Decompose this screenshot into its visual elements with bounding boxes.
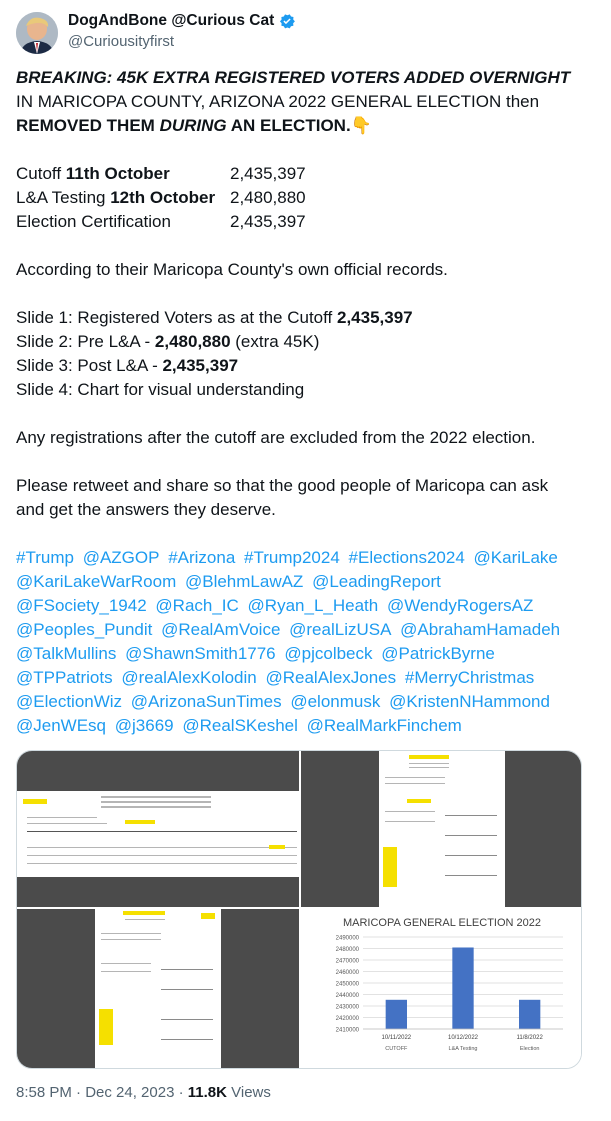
media-grid[interactable] bbox=[16, 750, 582, 1069]
y-tick-label: 2420000 bbox=[335, 1016, 359, 1022]
hashtag-link[interactable]: #MerryChristmas bbox=[404, 668, 535, 687]
hashtag-link[interactable]: @ElectionWiz bbox=[16, 692, 123, 711]
hashtag-link[interactable]: #Arizona bbox=[168, 548, 236, 567]
stat-date: 11th October bbox=[65, 164, 170, 183]
hashtag-link[interactable]: @elonmusk bbox=[290, 692, 381, 711]
headline-during: DURING bbox=[159, 116, 227, 135]
hashtag-link[interactable]: @KariLake bbox=[473, 548, 558, 567]
slide-line bbox=[16, 354, 576, 378]
slide-text: Slide 3: Post L&A - bbox=[16, 356, 163, 375]
headline-bold2: REMOVED THEM bbox=[16, 116, 160, 135]
x-sublabel: CUTOFF bbox=[385, 1046, 408, 1052]
hashtag-link[interactable]: @j3669 bbox=[114, 716, 174, 735]
headline-rest: IN MARICOPA COUNTY, ARIZONA 2022 GENERAL ELECTION then bbox=[16, 92, 540, 111]
hashtag-link[interactable]: @WendyRogersAZ bbox=[386, 596, 534, 615]
media-slide-3[interactable] bbox=[17, 909, 299, 1068]
y-tick-label: 2490000 bbox=[335, 935, 359, 942]
document-image bbox=[95, 909, 221, 1068]
hashtag-link[interactable]: @FSociety_1942 bbox=[16, 596, 147, 615]
x-sublabel: L&A Testing bbox=[448, 1046, 478, 1052]
bar-chart bbox=[301, 909, 582, 1068]
slide-value: 2,480,880 bbox=[154, 332, 231, 351]
hashtag-link[interactable]: @realAlexKolodin bbox=[121, 668, 257, 687]
hashtag-link[interactable]: @RealAlexJones bbox=[265, 668, 397, 687]
slide-text: Slide 2: Pre L&A - bbox=[16, 332, 155, 351]
stat-label: Election Certification bbox=[16, 212, 171, 231]
y-tick-label: 2410000 bbox=[335, 1027, 359, 1034]
pointing-down-emoji: 👇 bbox=[350, 116, 372, 135]
hashtag-link[interactable]: #Trump bbox=[16, 548, 74, 567]
y-tick-label: 2450000 bbox=[335, 981, 359, 988]
slide-line bbox=[16, 378, 576, 402]
hashtag-link[interactable]: @TPPatriots bbox=[16, 668, 113, 687]
y-tick-label: 2430000 bbox=[335, 1004, 359, 1011]
x-tick-label: 10/12/2022 bbox=[447, 1035, 479, 1041]
stat-row bbox=[16, 210, 576, 234]
hashtag-link[interactable]: @realLizUSA bbox=[289, 620, 392, 639]
hashtag-link[interactable]: @RealMarkFinchem bbox=[306, 716, 462, 735]
hashtag-link[interactable]: @AZGOP bbox=[82, 548, 160, 567]
hashtag-link[interactable]: @pjcolbeck bbox=[284, 644, 373, 663]
views-label: Views bbox=[226, 1084, 271, 1101]
avatar-image bbox=[16, 12, 58, 54]
slide-text: Slide 4: Chart for visual understanding bbox=[16, 380, 305, 399]
tweet-body bbox=[16, 66, 576, 738]
headline-end: AN ELECTION. bbox=[226, 116, 351, 135]
hashtag-link[interactable]: #Elections2024 bbox=[348, 548, 465, 567]
according-text: According to their Maricopa County's own official records. bbox=[16, 260, 448, 279]
bar bbox=[452, 947, 473, 1029]
author-name-row[interactable] bbox=[68, 12, 296, 30]
hashtag-link[interactable]: @ShawnSmith1776 bbox=[125, 644, 276, 663]
slide-tail: (extra 45K) bbox=[230, 332, 320, 351]
verified-badge-icon bbox=[278, 12, 296, 30]
document-image bbox=[379, 751, 505, 907]
media-slide-2[interactable] bbox=[301, 751, 582, 907]
avatar[interactable] bbox=[16, 12, 58, 54]
tweet-footer bbox=[16, 1084, 271, 1101]
hashtag-link[interactable]: #Trump2024 bbox=[244, 548, 340, 567]
y-tick-label: 2460000 bbox=[335, 970, 359, 976]
stat-label: L&A Testing bbox=[16, 188, 111, 207]
hashtag-link[interactable]: @BlehmLawAZ bbox=[184, 572, 304, 591]
document-image bbox=[17, 791, 299, 877]
media-slide-1[interactable] bbox=[17, 751, 299, 907]
slide-value: 2,435,397 bbox=[162, 356, 239, 375]
bar bbox=[386, 1000, 407, 1029]
y-tick-label: 2440000 bbox=[335, 993, 359, 999]
chart-title: MARICOPA GENERAL ELECTION 2022 bbox=[342, 917, 542, 929]
hashtag-link[interactable]: @TalkMullins bbox=[16, 644, 117, 663]
author-handle[interactable]: @Curiousityfirst bbox=[68, 33, 175, 50]
hashtag-link[interactable]: @Peoples_Pundit bbox=[16, 620, 153, 639]
x-tick-label: 11/8/2022 bbox=[516, 1035, 543, 1041]
hashtag-link[interactable]: @JenWEsq bbox=[16, 716, 107, 735]
stat-date: 12th October bbox=[110, 188, 216, 207]
hashtag-link[interactable]: @RealSKeshel bbox=[182, 716, 298, 735]
stat-label: Cutoff bbox=[16, 164, 66, 183]
hashtag-link[interactable]: @PatrickByrne bbox=[381, 644, 495, 663]
hashtag-link[interactable]: @Ryan_L_Heath bbox=[247, 596, 379, 615]
slide-line bbox=[16, 330, 576, 354]
author-name[interactable]: DogAndBone @Curious Cat bbox=[68, 12, 275, 29]
timestamp[interactable]: 8:58 PM · Dec 24, 2023 · bbox=[16, 1084, 188, 1101]
stat-value: 2,435,397 bbox=[230, 164, 306, 183]
headline-bold: BREAKING: 45K EXTRA REGISTERED VOTERS ADDED OVERNIGHT bbox=[16, 68, 571, 87]
slide-text: Slide 1: Registered Voters as at the Cutoff bbox=[16, 308, 337, 327]
headline bbox=[16, 66, 576, 138]
stat-row bbox=[16, 186, 576, 210]
hashtag-link[interactable]: @Rach_IC bbox=[155, 596, 239, 615]
y-tick-label: 2480000 bbox=[335, 947, 359, 953]
hashtag-link[interactable]: @KariLakeWarRoom bbox=[16, 572, 177, 591]
x-tick-label: 10/11/2022 bbox=[381, 1035, 412, 1041]
hashtag-link[interactable]: @KristenNHammond bbox=[389, 692, 550, 711]
views-count: 11.8K bbox=[187, 1084, 227, 1101]
hashtag-link[interactable]: @ArizonaSunTimes bbox=[130, 692, 282, 711]
stat-value: 2,435,397 bbox=[230, 212, 306, 231]
stat-row bbox=[16, 162, 576, 186]
hashtag-link[interactable]: @RealAmVoice bbox=[161, 620, 281, 639]
hashtag-link[interactable]: @LeadingReport bbox=[312, 572, 441, 591]
media-slide-4-chart[interactable] bbox=[301, 909, 582, 1068]
bar bbox=[519, 1000, 540, 1029]
x-sublabel: Election bbox=[519, 1046, 540, 1052]
stat-value: 2,480,880 bbox=[230, 188, 306, 207]
hashtag-link[interactable]: @AbrahamHamadeh bbox=[400, 620, 561, 639]
hashtag-list bbox=[16, 546, 576, 738]
share-note: Please retweet and share so that the good people of Maricopa can ask and get the answers they deserve. bbox=[16, 476, 549, 519]
cutoff-note: Any registrations after the cutoff are excluded from the 2022 election. bbox=[16, 428, 536, 447]
slide-line bbox=[16, 306, 576, 330]
y-tick-label: 2470000 bbox=[335, 958, 359, 965]
slide-value: 2,435,397 bbox=[336, 308, 413, 327]
